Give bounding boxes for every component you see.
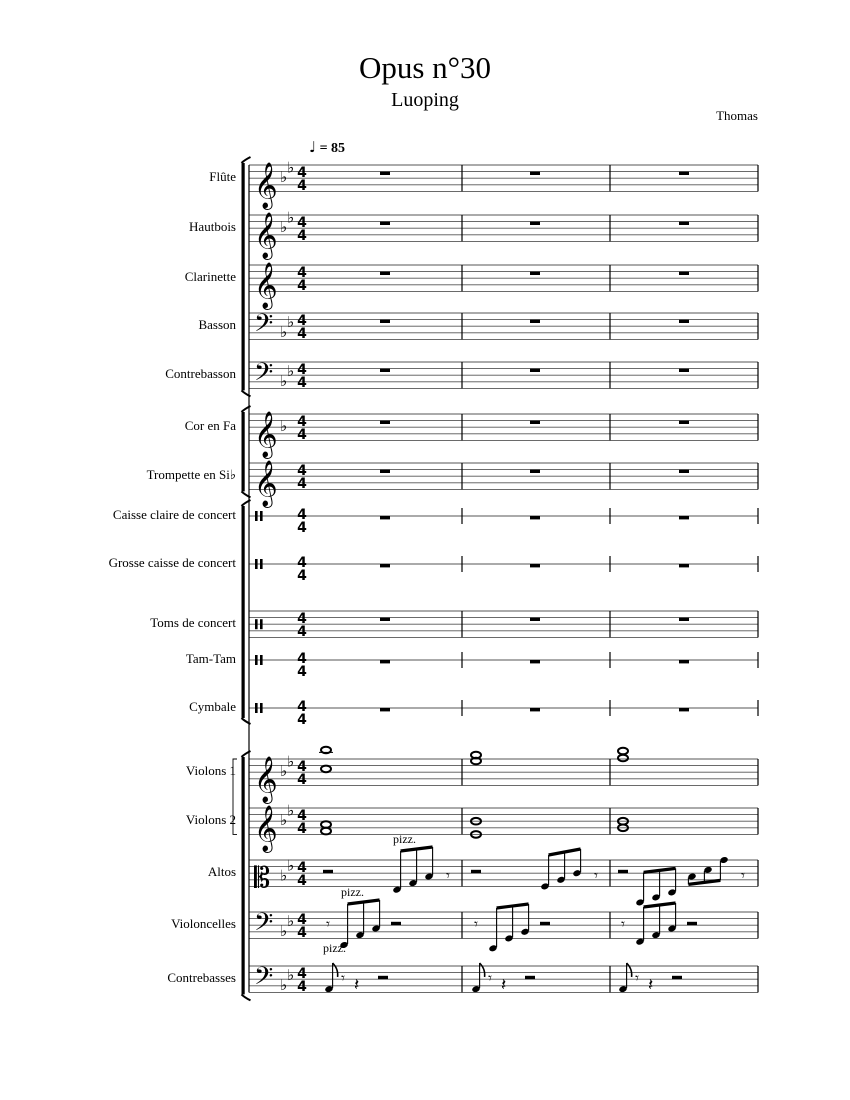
beam xyxy=(497,904,529,908)
staff-cor-en-fa xyxy=(249,411,758,459)
flat-icon: ♭ xyxy=(287,312,295,331)
whole-rest-icon xyxy=(530,564,540,567)
staff-contrebasson xyxy=(249,358,758,393)
time-signature-numerator: 4 xyxy=(297,265,307,282)
staff-caisse-claire-de-concert xyxy=(249,507,758,536)
instrument-label: Violoncelles xyxy=(171,916,236,932)
time-signature-denominator: 4 xyxy=(297,326,307,343)
whole-rest-icon xyxy=(530,708,540,711)
time-signature-numerator: 4 xyxy=(297,362,307,379)
whole-rest-icon xyxy=(530,172,540,175)
score-subtitle: Luoping xyxy=(391,89,459,111)
score-title: Opus n°30 xyxy=(358,50,492,85)
flat-icon: ♭ xyxy=(287,361,295,380)
whole-rest-icon xyxy=(530,421,540,424)
quarter-rest-icon: 𝄽 xyxy=(501,974,507,995)
whole-rest-icon xyxy=(380,516,390,519)
eighth-rest-icon: 𝄾 xyxy=(488,969,492,988)
instrument-label: Violons 2 xyxy=(185,812,236,828)
time-signature-denominator: 4 xyxy=(297,427,307,444)
percussion-clef-icon xyxy=(255,619,258,629)
percussion-clef-icon xyxy=(255,655,258,665)
quarter-rest-icon: 𝄽 xyxy=(354,974,360,995)
whole-rest-icon xyxy=(380,320,390,323)
instrument-label: Basson xyxy=(198,317,236,333)
staff-hautbois xyxy=(249,208,758,260)
whole-rest-icon xyxy=(679,564,689,567)
time-signature-denominator: 4 xyxy=(297,664,307,680)
whole-rest-icon xyxy=(530,516,540,519)
whole-rest-icon xyxy=(679,516,689,519)
time-signature-denominator: 4 xyxy=(297,278,307,295)
flat-icon: ♭ xyxy=(287,208,295,227)
flat-icon: ♭ xyxy=(287,965,295,984)
whole-rest-icon xyxy=(530,660,540,663)
flat-icon: ♭ xyxy=(280,811,288,830)
whole-rest-icon xyxy=(530,272,540,275)
pizz-annotation: pizz. xyxy=(393,832,416,846)
whole-rest-icon xyxy=(530,320,540,323)
instrument-label: Cymbale xyxy=(189,699,236,714)
whole-rest-icon xyxy=(679,172,689,175)
staff-contrebasses xyxy=(249,941,758,997)
whole-rest-icon xyxy=(380,222,390,225)
staff-basson xyxy=(249,309,758,344)
whole-rest-icon xyxy=(530,470,540,473)
flat-icon: ♭ xyxy=(287,856,295,875)
whole-rest-icon xyxy=(380,708,390,711)
staff-violons-1 xyxy=(249,747,758,805)
percussion-clef-icon xyxy=(255,703,258,713)
whole-rest-icon xyxy=(380,369,390,372)
whole-rest-icon xyxy=(530,222,540,225)
whole-rest-icon xyxy=(380,618,390,621)
flat-icon: ♭ xyxy=(280,218,288,237)
time-signature-numerator: 4 xyxy=(297,860,307,877)
beam xyxy=(644,903,676,907)
whole-rest-icon xyxy=(380,172,390,175)
half-rest-icon xyxy=(391,922,401,925)
violins-subgroup-bracket xyxy=(233,759,237,834)
staff-tam-tam xyxy=(249,651,758,680)
staff-grosse-caisse-de-concert xyxy=(249,555,758,584)
time-signature-numerator: 4 xyxy=(297,808,307,825)
flat-icon: ♭ xyxy=(280,975,288,994)
whole-note xyxy=(618,748,628,755)
half-rest-icon xyxy=(618,870,628,873)
eighth-rest-icon: 𝄾 xyxy=(474,915,478,934)
staff-toms-de-concert xyxy=(249,611,758,640)
staff-fl-te xyxy=(249,158,758,210)
whole-note xyxy=(471,758,481,765)
half-rest-icon xyxy=(687,922,697,925)
instrument-label: Contrebasses xyxy=(167,970,236,986)
flat-icon: ♭ xyxy=(287,158,295,177)
time-signature-denominator: 4 xyxy=(297,925,307,942)
staff-clarinette xyxy=(249,262,758,310)
half-rest-icon xyxy=(525,976,535,979)
time-signature-denominator: 4 xyxy=(297,772,307,789)
percussion-clef-icon xyxy=(255,511,258,521)
flat-icon: ♭ xyxy=(280,371,288,390)
instrument-label: Toms de concert xyxy=(150,615,236,631)
time-signature-denominator: 4 xyxy=(297,178,307,195)
eighth-rest-icon: 𝄾 xyxy=(341,969,345,988)
whole-note xyxy=(321,766,331,773)
eighth-flag xyxy=(480,963,485,977)
time-signature-denominator: 4 xyxy=(297,821,307,838)
half-rest-icon xyxy=(471,870,481,873)
bass-clef-icon: 𝄢 xyxy=(254,961,274,997)
half-rest-icon xyxy=(378,976,388,979)
time-signature-denominator: 4 xyxy=(297,624,307,641)
half-rest-icon xyxy=(672,976,682,979)
time-signature-numerator: 4 xyxy=(297,507,307,523)
staff-violons-2 xyxy=(249,801,758,853)
beam xyxy=(401,847,433,851)
time-signature-numerator: 4 xyxy=(297,215,307,232)
time-signature-denominator: 4 xyxy=(297,873,307,890)
whole-rest-icon xyxy=(380,272,390,275)
pizz-annotation: pizz. xyxy=(323,941,346,955)
pizz-annotation: pizz. xyxy=(341,885,364,899)
flat-icon: ♭ xyxy=(287,752,295,771)
flat-icon: ♭ xyxy=(280,866,288,885)
whole-rest-icon xyxy=(679,421,689,424)
whole-rest-icon xyxy=(380,421,390,424)
eighth-rest-icon: 𝄾 xyxy=(621,915,625,934)
whole-note xyxy=(321,828,331,835)
time-signature-numerator: 4 xyxy=(297,699,307,715)
instrument-label: Violons 1 xyxy=(185,763,236,779)
instrument-label: Hautbois xyxy=(189,219,236,235)
instrument-label: Contrebasson xyxy=(165,366,236,382)
time-signature-numerator: 4 xyxy=(297,912,307,929)
beam xyxy=(644,868,676,872)
time-signature-denominator: 4 xyxy=(297,476,307,493)
flat-icon: ♭ xyxy=(287,911,295,930)
treble-clef-icon: 𝄞 xyxy=(254,756,278,803)
whole-rest-icon xyxy=(679,320,689,323)
flat-icon: ♭ xyxy=(287,801,295,820)
time-signature-denominator: 4 xyxy=(297,979,307,996)
whole-rest-icon xyxy=(380,660,390,663)
whole-rest-icon xyxy=(679,272,689,275)
treble-clef-icon: 𝄞 xyxy=(254,262,278,309)
flat-icon: ♭ xyxy=(280,762,288,781)
bass-clef-icon: 𝄢 xyxy=(254,357,274,393)
percussion-clef-icon xyxy=(255,559,258,569)
flat-icon: ♭ xyxy=(280,417,288,436)
time-signature-numerator: 4 xyxy=(297,463,307,480)
half-rest-icon xyxy=(323,870,333,873)
time-signature-denominator: 4 xyxy=(297,712,307,728)
time-signature-numerator: 4 xyxy=(297,651,307,667)
treble-clef-icon: 𝄞 xyxy=(254,212,278,259)
time-signature-numerator: 4 xyxy=(297,165,307,182)
beam xyxy=(348,900,380,904)
staff-trompette-en-si- xyxy=(249,460,758,508)
quarter-note-icon: ♩ xyxy=(309,138,317,156)
instrument-label: Cor en Fa xyxy=(184,418,236,434)
treble-clef-icon: 𝄞 xyxy=(254,411,278,458)
eighth-rest-icon: 𝄾 xyxy=(594,866,598,885)
time-signature-denominator: 4 xyxy=(297,228,307,245)
time-signature-numerator: 4 xyxy=(297,555,307,571)
instrument-label: Caisse claire de concert xyxy=(112,507,236,522)
eighth-flag xyxy=(333,963,338,977)
eighth-rest-icon: 𝄾 xyxy=(326,915,330,934)
bass-clef-icon: 𝄢 xyxy=(254,308,274,344)
instrument-label: Clarinette xyxy=(184,269,236,285)
flat-icon: ♭ xyxy=(280,921,288,940)
whole-rest-icon xyxy=(380,470,390,473)
instrument-label: Trompette en Si♭ xyxy=(146,467,236,483)
instrument-label: Tam-Tam xyxy=(185,651,236,666)
alto-clef-icon: 𝄡 xyxy=(254,860,271,895)
whole-rest-icon xyxy=(679,222,689,225)
flat-icon: ♭ xyxy=(280,168,288,187)
composer-name: Thomas xyxy=(716,108,758,123)
time-signature-numerator: 4 xyxy=(297,414,307,431)
bass-clef-icon: 𝄢 xyxy=(254,907,274,943)
time-signature-numerator: 4 xyxy=(297,313,307,330)
whole-rest-icon xyxy=(530,369,540,372)
time-signature-denominator: 4 xyxy=(297,375,307,392)
eighth-flag xyxy=(627,963,632,977)
treble-clef-icon: 𝄞 xyxy=(254,162,278,209)
whole-rest-icon xyxy=(679,708,689,711)
instrument-label: Grosse caisse de concert xyxy=(108,555,236,570)
treble-clef-icon: 𝄞 xyxy=(254,805,278,852)
instrument-label: Altos xyxy=(207,864,236,880)
eighth-rest-icon: 𝄾 xyxy=(635,969,639,988)
time-signature-denominator: 4 xyxy=(297,568,307,584)
eighth-rest-icon: 𝄾 xyxy=(741,866,745,885)
treble-clef-icon: 𝄞 xyxy=(254,460,278,507)
whole-rest-icon xyxy=(380,564,390,567)
whole-rest-icon xyxy=(679,660,689,663)
whole-rest-icon xyxy=(679,369,689,372)
whole-rest-icon xyxy=(679,470,689,473)
whole-rest-icon xyxy=(530,618,540,621)
whole-note xyxy=(618,755,628,762)
half-rest-icon xyxy=(540,922,550,925)
flat-icon: ♭ xyxy=(280,322,288,341)
whole-rest-icon xyxy=(679,618,689,621)
instrument-label: Flûte xyxy=(209,169,236,185)
time-signature-denominator: 4 xyxy=(297,520,307,536)
time-signature-numerator: 4 xyxy=(297,611,307,628)
eighth-rest-icon: 𝄾 xyxy=(446,866,450,885)
time-signature-numerator: 4 xyxy=(297,966,307,983)
tempo-value: = 85 xyxy=(319,141,346,156)
time-signature-numerator: 4 xyxy=(297,759,307,776)
staff-cymbale xyxy=(249,699,758,728)
staff-altos xyxy=(249,832,758,906)
quarter-rest-icon: 𝄽 xyxy=(648,974,654,995)
